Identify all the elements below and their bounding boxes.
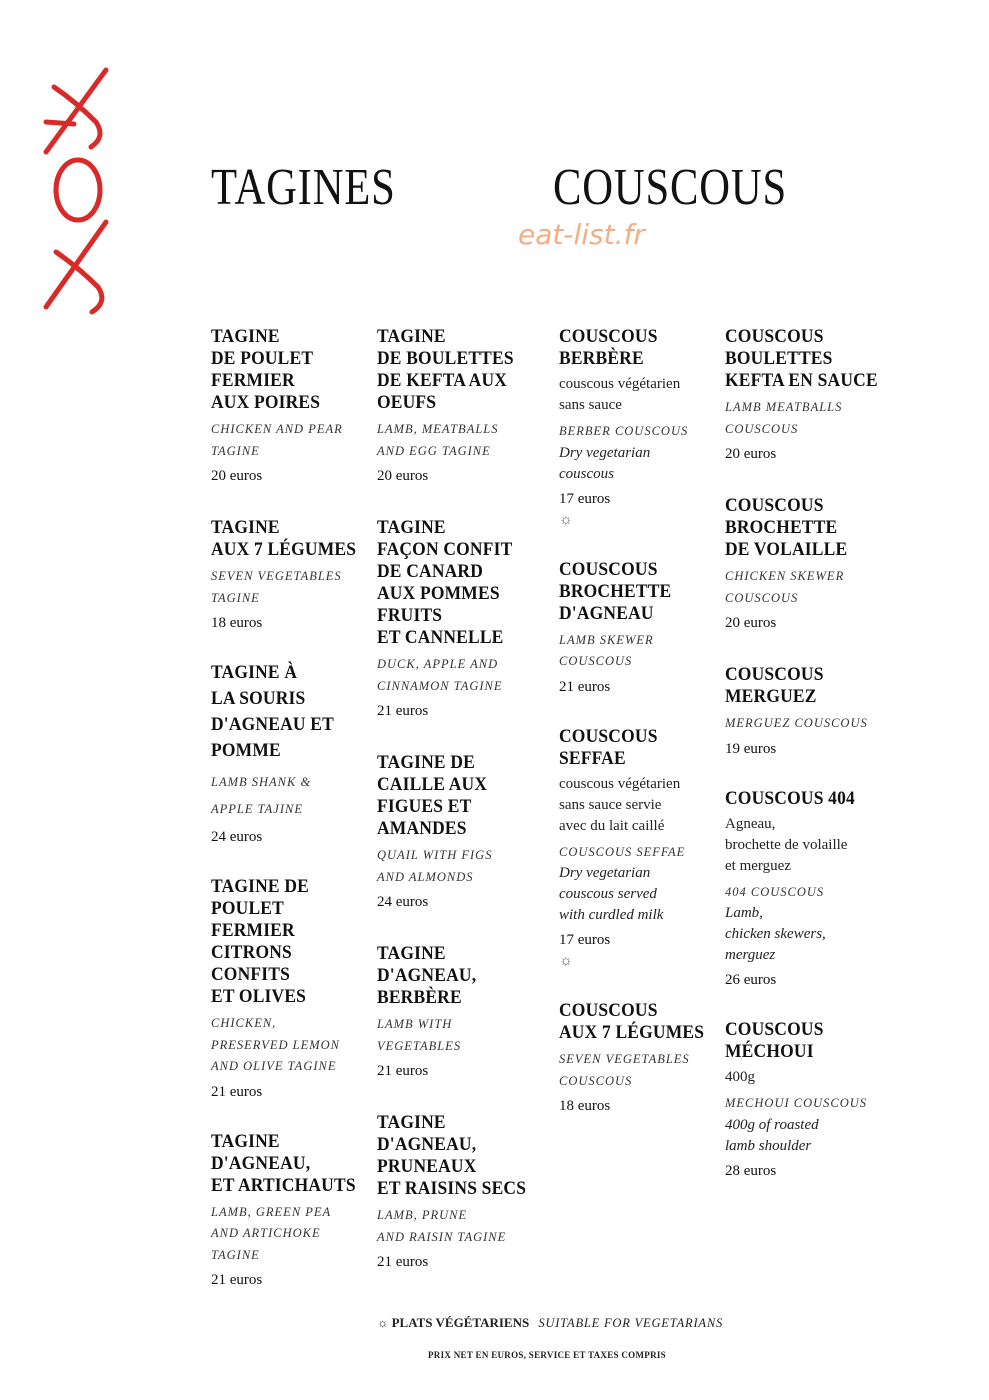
menu-item <box>377 1112 547 1271</box>
menu-item <box>559 1000 719 1115</box>
dish-english-desc: 400g of roasted lamb shoulder <box>725 1116 819 1154</box>
dish-price: 20 euros <box>725 446 777 462</box>
section-title-tagines: TAGINES <box>211 159 396 216</box>
dish-price: 24 euros <box>377 894 429 910</box>
dish-name: TAGINE D'AGNEAU, ET ARTICHAUTS <box>211 1130 356 1196</box>
dish-english: LAMB MEATBALLS COUSCOUS <box>725 400 843 436</box>
dish-english-desc: Dry vegetarian couscous <box>559 444 651 482</box>
dish-french-desc: 400g <box>725 1069 755 1085</box>
prices-note: PRIX NET EN EUROS, SERVICE ET TAXES COMPRIS <box>428 1350 666 1360</box>
dish-english: DUCK, APPLE AND CINNAMON TAGINE <box>377 657 503 693</box>
dish-english: MERGUEZ COUSCOUS <box>725 716 868 730</box>
dish-price: 20 euros <box>725 615 777 631</box>
menu-item <box>725 664 895 758</box>
menu-item <box>211 876 371 1101</box>
menu-item <box>725 326 895 463</box>
tagines-column-2 <box>377 326 547 1271</box>
menu-item <box>211 660 371 846</box>
vegetarian-icon: ☼ <box>559 953 573 969</box>
tagines-column-1 <box>211 326 371 1289</box>
menu-item <box>559 726 719 971</box>
dish-name: TAGINE DE POULET FERMIER CITRONS CONFITS ET OLIVES <box>211 876 309 1007</box>
dish-english: LAMB, GREEN PEA AND ARTICHOKE TAGINE <box>211 1204 332 1262</box>
vegetarian-legend <box>377 1315 723 1331</box>
dish-price: 17 euros <box>559 932 611 948</box>
menu-item <box>725 495 895 632</box>
dish-name: TAGINE DE BOULETTES DE KEFTA AUX OEUFS <box>377 326 514 413</box>
dish-english: 404 COUSCOUS <box>725 884 825 899</box>
watermark: eat-list.fr <box>518 218 645 251</box>
dish-name: COUSCOUS SEFFAE <box>559 725 658 769</box>
menu-item <box>377 752 547 911</box>
vegetarian-icon: ☼ <box>377 1316 389 1330</box>
dish-price: 18 euros <box>211 615 263 631</box>
dish-name: COUSCOUS MERGUEZ <box>725 664 824 707</box>
menu-item <box>211 1131 371 1290</box>
dish-name: COUSCOUS MÉCHOUI <box>725 1019 824 1062</box>
dish-price: 21 euros <box>377 703 429 719</box>
dish-name: COUSCOUS BERBÈRE <box>559 326 658 369</box>
menu-item <box>725 788 895 990</box>
dish-english-desc: Lamb, chicken skewers, merguez <box>725 905 826 963</box>
dish-english: SEVEN VEGETABLES TAGINE <box>211 569 342 605</box>
dish-price: 21 euros <box>559 678 611 695</box>
dish-english: MECHOUI COUSCOUS <box>725 1096 868 1110</box>
dish-name: COUSCOUS AUX 7 LÉGUMES <box>559 1000 705 1043</box>
couscous-column-1 <box>559 326 719 1115</box>
dish-price: 21 euros <box>377 1254 429 1270</box>
dish-price: 21 euros <box>377 1063 429 1079</box>
dish-english: CHICKEN AND PEAR TAGINE <box>211 422 343 458</box>
dish-price: 17 euros <box>559 490 611 507</box>
dish-french-desc: couscous végétarien sans sauce <box>559 376 681 413</box>
section-title-couscous: COUSCOUS <box>553 159 788 216</box>
dish-english: QUAIL WITH FIGS AND ALMONDS <box>377 848 493 884</box>
dish-price: 21 euros <box>211 1272 263 1288</box>
vegetarian-legend-label: PLATS VÉGÉTARIENS <box>391 1315 530 1330</box>
dish-name: TAGINE D'AGNEAU, PRUNEAUX ET RAISINS SECS <box>377 1112 527 1199</box>
menu-item <box>377 326 547 485</box>
dish-name: COUSCOUS BROCHETTE DE VOLAILLE <box>725 495 848 560</box>
dish-english: CHICKEN, PRESERVED LEMON AND OLIVE TAGINE <box>211 1016 340 1073</box>
menu-item <box>377 517 547 720</box>
dish-name: TAGINE D'AGNEAU, BERBÈRE <box>377 943 477 1008</box>
dish-english: LAMB SHANK & APPLE TAJINE <box>211 775 312 816</box>
menu-item <box>559 326 719 529</box>
couscous-column-2 <box>725 326 895 1180</box>
dish-name: COUSCOUS BROCHETTE D'AGNEAU <box>559 558 672 624</box>
dish-name: TAGINE DE CAILLE AUX FIGUES ET AMANDES <box>377 752 488 839</box>
dish-name: TAGINE DE POULET FERMIER AUX POIRES <box>211 326 321 413</box>
dish-english: BERBER COUSCOUS <box>559 424 689 438</box>
dish-french-desc: couscous végétarien sans sauce servie avec du lait caillé <box>559 775 681 834</box>
dish-name: COUSCOUS BOULETTES KEFTA EN SAUCE <box>725 326 878 391</box>
menu-item <box>377 943 547 1080</box>
dish-price: 26 euros <box>725 972 777 988</box>
vegetarian-icon: ☼ <box>559 511 573 528</box>
dish-english: CHICKEN SKEWER COUSCOUS <box>725 569 845 605</box>
dish-price: 18 euros <box>559 1098 611 1114</box>
restaurant-logo <box>36 62 116 317</box>
dish-price: 20 euros <box>377 468 429 484</box>
dish-french-desc: Agneau, brochette de volaille et merguez <box>725 815 848 874</box>
menu-item <box>211 517 371 632</box>
dish-name: TAGINE AUX 7 LÉGUMES <box>211 517 357 560</box>
dish-english: LAMB, PRUNE AND RAISIN TAGINE <box>377 1208 507 1244</box>
dish-price: 28 euros <box>725 1162 777 1179</box>
dish-english: SEVEN VEGETABLES COUSCOUS <box>559 1052 690 1088</box>
dish-english: COUSCOUS SEFFAE <box>559 844 686 859</box>
menu-item <box>211 326 371 485</box>
dish-name: TAGINE À LA SOURIS D'AGNEAU ET POMME <box>211 662 334 761</box>
dish-english: LAMB WITH VEGETABLES <box>377 1017 462 1053</box>
menu-item <box>725 1019 895 1180</box>
dish-english: LAMB, MEATBALLS AND EGG TAGINE <box>377 422 499 458</box>
menu-item <box>559 559 719 696</box>
dish-english: LAMB SKEWER COUSCOUS <box>559 632 654 668</box>
dish-price: 21 euros <box>211 1083 263 1100</box>
dish-price: 19 euros <box>725 740 777 757</box>
dish-name: COUSCOUS 404 <box>725 787 855 809</box>
dish-name: TAGINE FAÇON CONFIT DE CANARD AUX POMMES FRUITS ET CANNELLE <box>377 517 513 648</box>
vegetarian-legend-english: SUITABLE FOR VEGETARIANS <box>538 1316 724 1330</box>
dish-english-desc: Dry vegetarian couscous served with curdled milk <box>559 865 664 923</box>
dish-price: 24 euros <box>211 829 263 845</box>
dish-price: 20 euros <box>211 468 263 484</box>
